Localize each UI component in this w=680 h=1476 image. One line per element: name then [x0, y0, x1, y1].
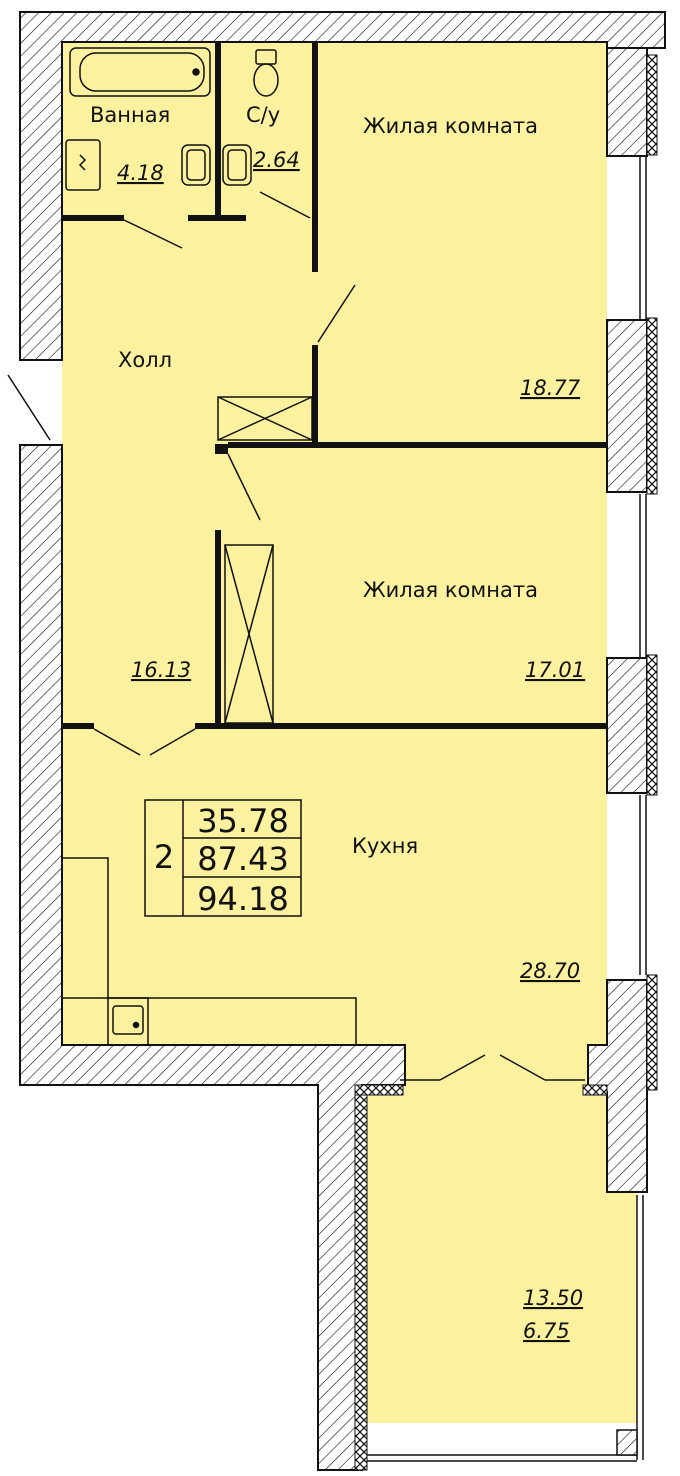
- total-area: 87.43: [197, 840, 289, 878]
- bathroom-label: Ванная: [90, 103, 171, 127]
- living2-area: 17.01: [525, 658, 586, 682]
- wc-label: С/у: [246, 103, 281, 127]
- living1-label: Жилая комната: [363, 114, 538, 138]
- living2-label: Жилая комната: [363, 578, 538, 602]
- bathroom-area: 4.18: [117, 161, 164, 185]
- loggia-area-reduced: 6.75: [523, 1319, 570, 1343]
- loggia-area-full: 13.50: [523, 1286, 584, 1310]
- wc-area: 2.64: [253, 148, 300, 172]
- living1-area: 18.77: [520, 376, 581, 400]
- living-area: 35.78: [197, 802, 289, 840]
- total-with-loggia: 94.18: [197, 880, 289, 918]
- entrance-door: [8, 375, 50, 440]
- rooms-count: 2: [153, 838, 175, 876]
- hall-label: Холл: [118, 348, 173, 372]
- kitchen-area: 28.70: [520, 959, 581, 983]
- kitchen-label: Кухня: [352, 834, 419, 858]
- hall-area: 16.13: [131, 658, 192, 682]
